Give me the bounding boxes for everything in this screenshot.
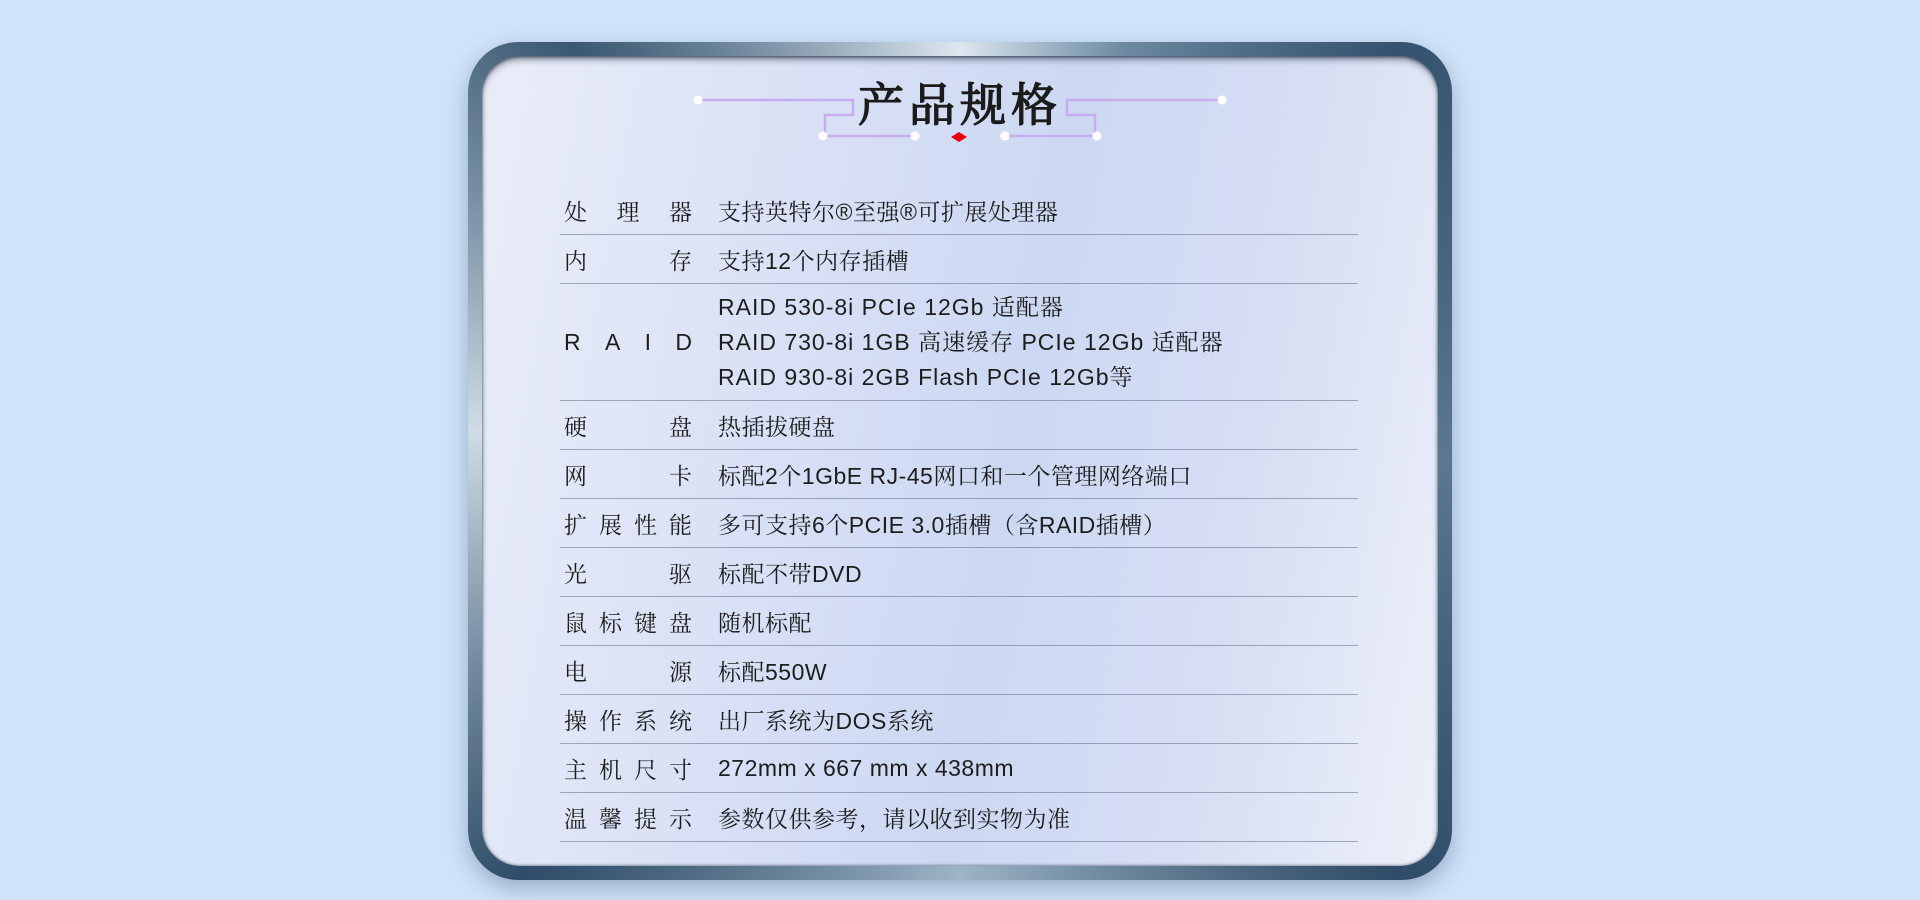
spec-value: 标配2个1GbE RJ-45网口和一个管理网络端口 <box>718 462 1192 489</box>
card-frame <box>468 42 1452 880</box>
spec-value: 参数仅供参考，请以收到实物为准 <box>718 805 1071 832</box>
spec-label: 扩 展 性 能 <box>564 511 692 538</box>
spec-value-line: RAID 930-8i 2GB Flash PCIe 12Gb等 <box>718 363 1134 390</box>
spec-row <box>560 499 1358 548</box>
spec-row <box>560 597 1358 646</box>
spec-label: 鼠 标 键 盘 <box>564 609 692 636</box>
spec-label: 光 驱 <box>564 560 692 587</box>
spec-value: 标配550W <box>718 658 828 685</box>
spec-label: 温 馨 提 示 <box>564 805 692 832</box>
spec-value: 支持英特尔®至强®可扩展处理器 <box>718 198 1059 225</box>
spec-label: 操 作 系 统 <box>564 707 692 734</box>
spec-row <box>560 186 1358 235</box>
spec-label: 电 源 <box>564 658 692 685</box>
spec-value: 多可支持6个PCIE 3.0插槽（含RAID插槽） <box>718 511 1167 538</box>
spec-value-line: RAID 730-8i 1GB 高速缓存 PCIe 12Gb 适配器 <box>718 328 1224 355</box>
spec-row <box>560 695 1358 744</box>
spec-card <box>482 56 1438 866</box>
spec-value-line: RAID 530-8i PCIe 12Gb 适配器 <box>718 293 1064 320</box>
spec-row <box>560 235 1358 284</box>
spec-value: 随机标配 <box>718 609 812 636</box>
spec-row <box>560 284 1358 401</box>
deco-dot <box>1001 132 1010 141</box>
spec-row <box>560 646 1358 695</box>
spec-value: 出厂系统为DOS系统 <box>718 707 934 734</box>
spec-label: 内 存 <box>564 247 692 274</box>
spec-table <box>560 186 1358 842</box>
spec-row <box>560 744 1358 793</box>
spec-row <box>560 548 1358 597</box>
diamond-icon <box>951 132 967 142</box>
spec-label: 处 理 器 <box>564 198 692 225</box>
deco-dot <box>819 132 828 141</box>
spec-value: 272mm x 667 mm x 438mm <box>718 754 1015 781</box>
spec-row <box>560 450 1358 499</box>
spec-row <box>560 793 1358 842</box>
spec-value: 标配不带DVD <box>718 560 863 587</box>
spec-row <box>560 401 1358 450</box>
deco-dot <box>1093 132 1102 141</box>
spec-label: 硬 盘 <box>564 413 692 440</box>
header <box>482 56 1438 206</box>
spec-label: 网 卡 <box>564 462 692 489</box>
spec-value <box>718 290 1224 395</box>
deco-dot <box>911 132 920 141</box>
spec-value: 支持12个内存插槽 <box>718 247 910 274</box>
spec-label: 主 机 尺 寸 <box>564 756 692 783</box>
page-title: 产品规格 <box>858 79 1062 131</box>
spec-label: R A I D <box>564 328 692 355</box>
spec-value: 热插拔硬盘 <box>718 413 836 440</box>
